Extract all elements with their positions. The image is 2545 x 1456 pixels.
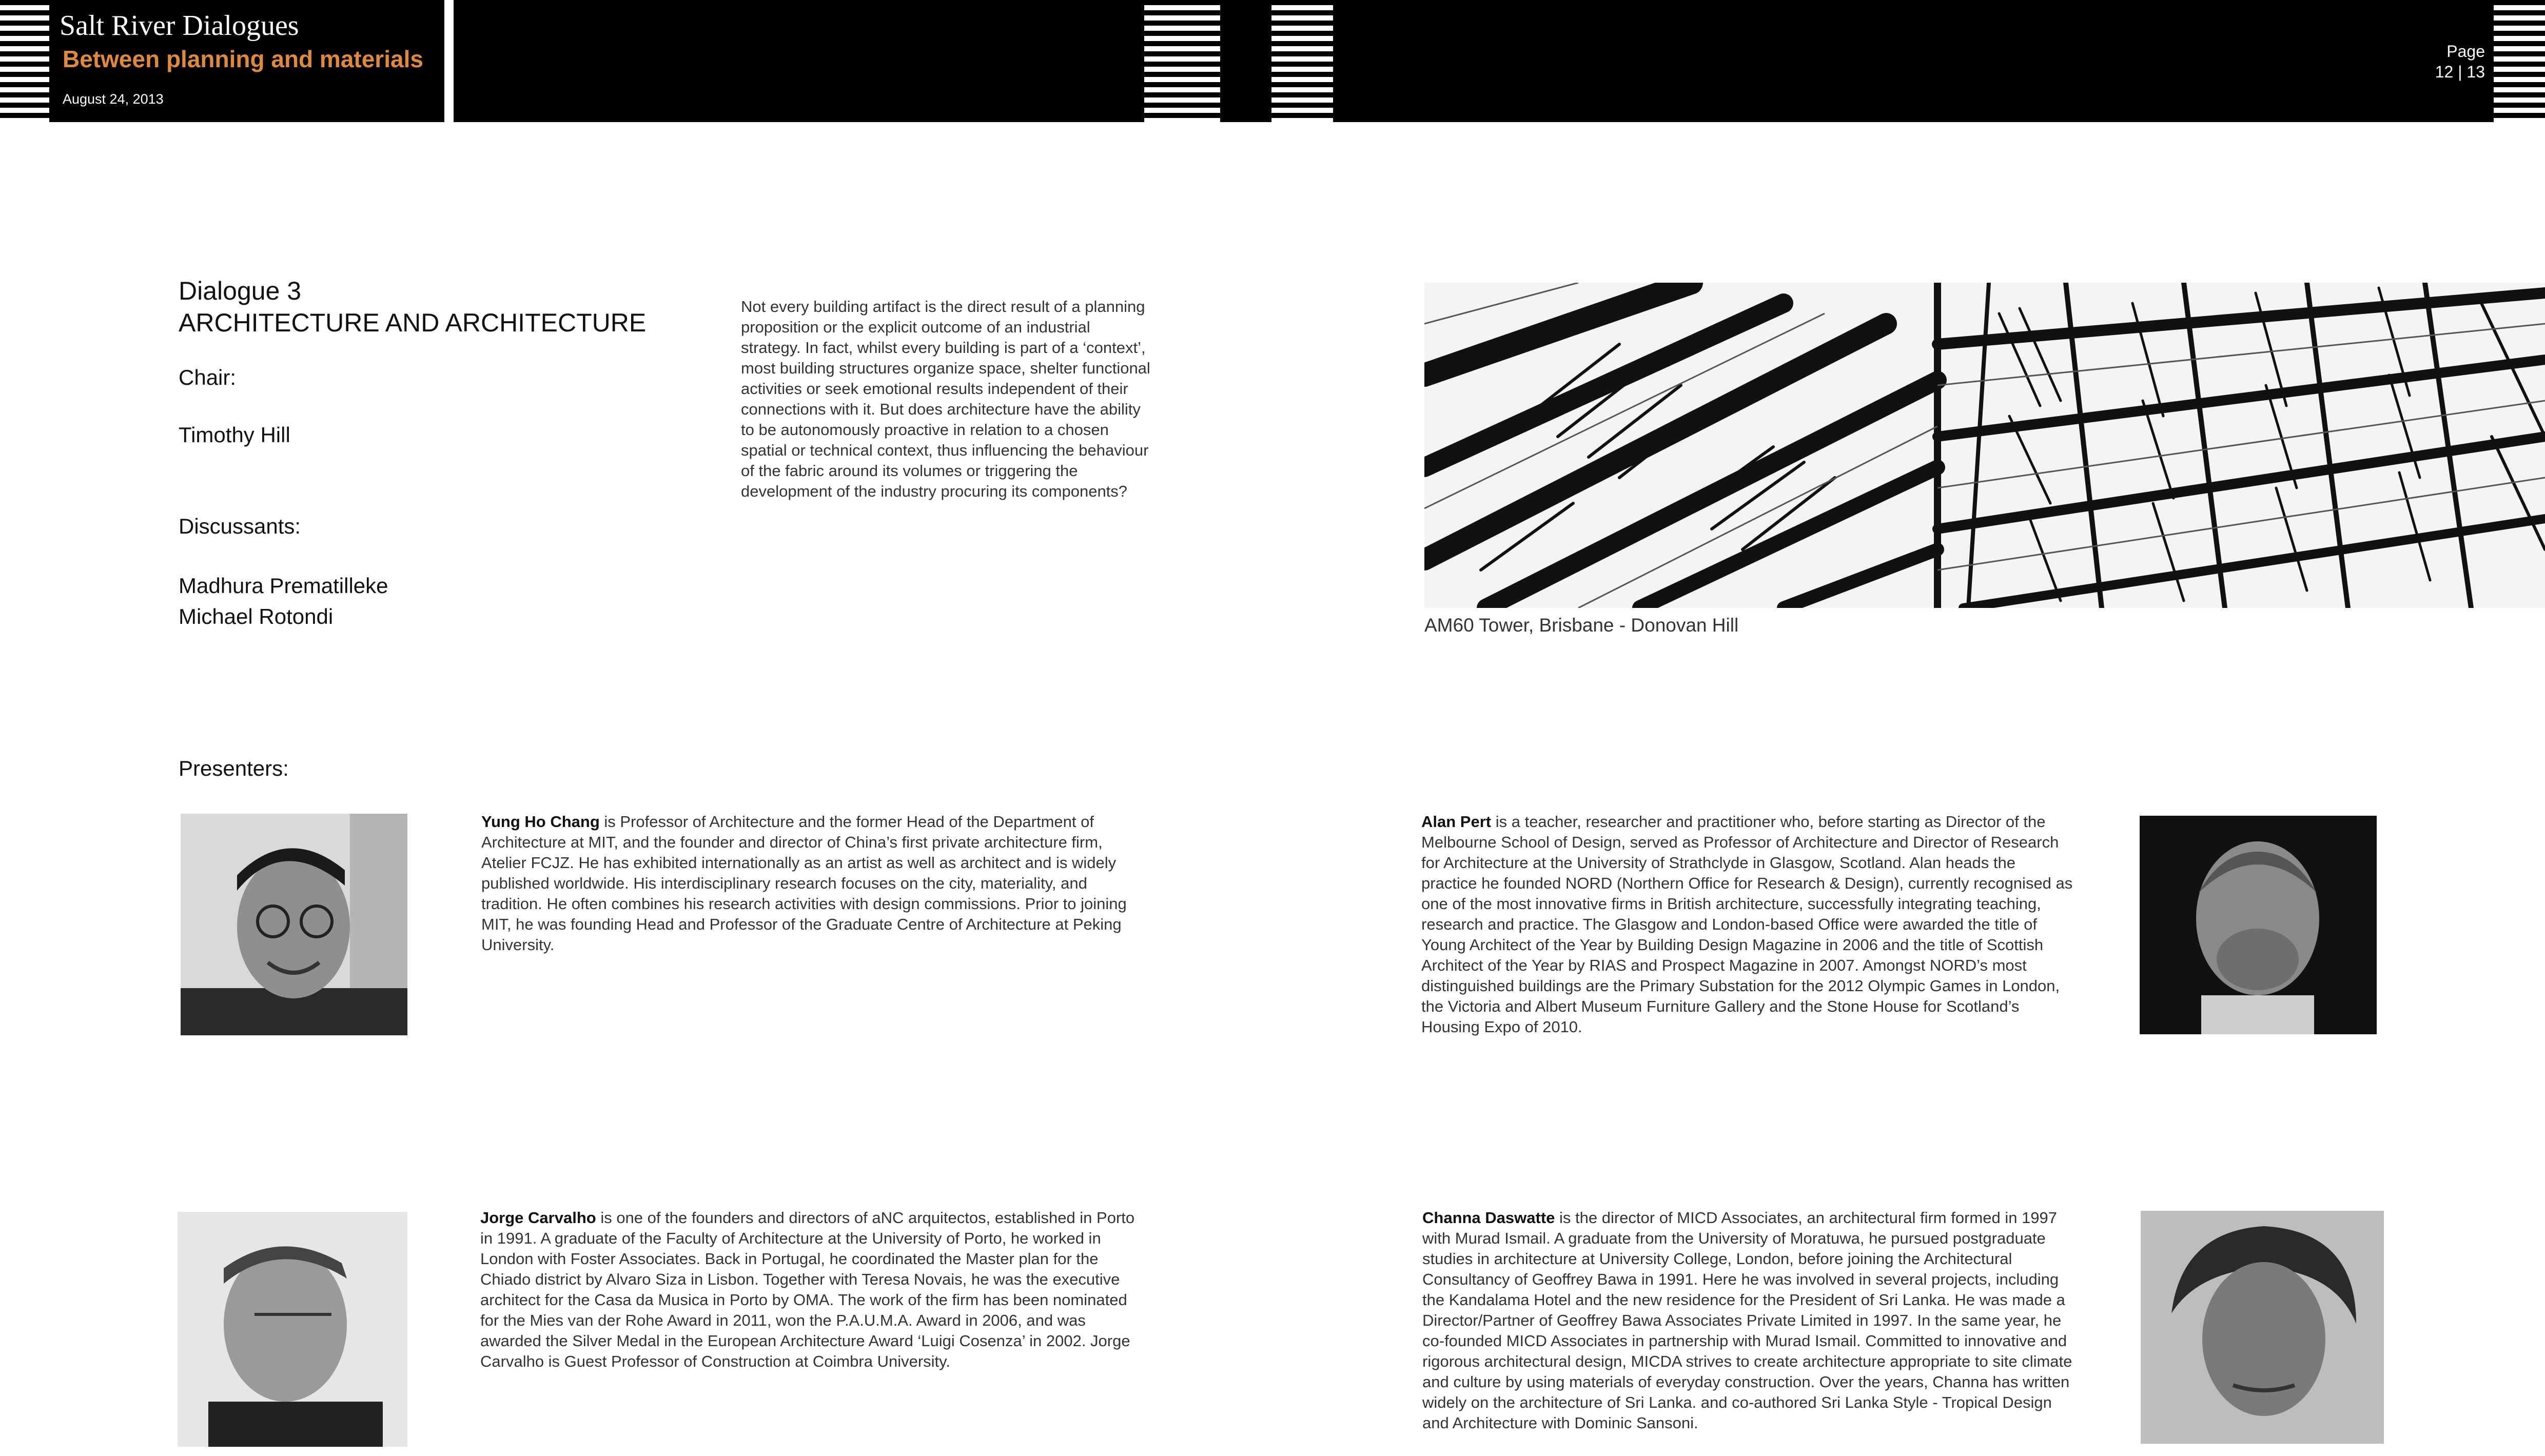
presenter-bio-text: is Professor of Architecture and the former Head of the Department of Architecture at MIT, and the founder and director of China’s first private architecture firm, Atelier FCJZ. He has exhibited internationally as an artist as well as architect and is widely published worldwide. His interdisciplinary research focuses on the city, materiality, and tradition. He often combines his research activities with design commissions. Prior to joining MIT, he was founding Head and Professor of the Graduate Centre of Architecture at Peking University. xyxy=(481,813,1127,954)
presenter-name: Yung Ho Chang xyxy=(481,813,600,831)
presenters-label: Presenters: xyxy=(179,756,289,780)
header-black-band xyxy=(1333,0,2494,122)
dialogue-intro-text: Not every building artifact is the direct result of a planning proposition or the explicit outcome of an industrial strategy. In fact, whilst every building is part of a ‘context’, most building structures organize space, shelter functional activities or seek emotional results independent of their connections with it. But does architecture have the ability to be autonomously proactive in relation to a chosen spatial or technical context, thus influencing the behaviour of the fabric around its volumes or triggering the development of the industry procuring its components? xyxy=(741,298,1150,500)
presenter-bio xyxy=(1422,1208,2073,1433)
presenter-name: Jorge Carvalho xyxy=(480,1209,596,1227)
presenter-photo xyxy=(181,814,407,1035)
header-stripes-left xyxy=(0,0,49,122)
dialogue-heading xyxy=(179,275,646,339)
header-black-band xyxy=(454,0,1144,122)
presenter-bio xyxy=(481,812,1148,955)
dialogue-title: ARCHITECTURE AND ARCHITECTURE xyxy=(179,308,647,337)
discussant-name: Madhura Prematilleke xyxy=(179,574,388,598)
header-stripes-mid xyxy=(1144,0,1220,122)
publication-date: August 24, 2013 xyxy=(63,91,164,107)
page-number: 12 | 13 xyxy=(2435,63,2485,81)
hero-sketch-image xyxy=(1424,283,2545,608)
discussant-name: Michael Rotondi xyxy=(179,604,334,628)
presenter-bio xyxy=(1421,812,2073,1037)
header-stripes-mid xyxy=(1271,0,1333,122)
presenter-photo xyxy=(2140,816,2377,1034)
chair-label: Chair: xyxy=(179,365,237,389)
presenter-bio-text: is a teacher, researcher and practitioner who, before starting as Director of the Melbourne School of Design, served as Professor of Architecture and Director of Research for Architecture at the University of Strathclyde in Glasgow, Scotland. Alan heads the practice he founded NORD (Northern Office for Research & Design), currently recognised as one of the most innovative firms in British architecture, successfully integrating teaching, research and practice. The Glasgow and London-based Office were awarded the title of Young Architect of the Year by Building Design Magazine in 2006 and the title of Scottish Architect of the Year by RIAS and Prospect Magazine in 2007. Amongst NORD’s most distinguished buildings are the Primary Substation for the 2012 Olympic Games in London, the Victoria and Albert Museum Furniture Gallery and the Stone House for Scotland’s Housing Expo of 2010. xyxy=(1421,813,2073,1036)
hero-caption: AM60 Tower, Brisbane - Donovan Hill xyxy=(1424,615,1739,636)
discussants-label: Discussants: xyxy=(179,514,301,538)
presenter-name: Alan Pert xyxy=(1421,813,1492,831)
presenter-photo xyxy=(2141,1211,2384,1444)
publication-subtitle: Between planning and materials xyxy=(63,46,423,72)
header-black-band xyxy=(1220,0,1271,122)
header-stripes-right xyxy=(2494,0,2545,122)
page-indicator xyxy=(2435,41,2485,82)
presenter-bio-text: is the director of MICD Associates, an architectural firm formed in 1997 with Murad Ismail. A graduate from the University of Moratuwa, he pursued postgraduate studies in architecture at University College, London, before joining the Architectural Consultancy of Geoffrey Bawa in 1991. Here he was involved in several projects, including the Kandalama Hotel and the new residence for the President of Sri Lanka. He was made a Director/Partner of Geoffrey Bawa Associates Private Limited in 1997. In the same year, he co-founded MICD Associates in partnership with Murad Ismail. Committed to innovative and rigorous architectural design, MICDA strives to create architecture appropriate to site climate and culture by using materials of everyday construction. Over the years, Channa has written widely on the architecture of Sri Lanka. and co-authored Sri Lanka Style - Tropical Design and Architecture with Dominic Sansoni. xyxy=(1422,1209,2072,1432)
presenter-bio xyxy=(480,1208,1147,1372)
presenter-bio-text: is one of the founders and directors of aNC arquitectos, established in Porto in 1991. A graduate of the Faculty of Architecture at the University of Porto, he worked in London with Foster Associates. Back in Portugal, he coordinated the Master plan for the Chiado district by Alvaro Siza in Lisbon. Together with Teresa Novais, he was the executive architect for the Casa da Musica in Porto by OMA. The work of the firm has been nominated for the Mies van der Rohe Award in 2011, won the P.A.U.M.A. Award in 2006, and was awarded the Silver Medal in the European Architecture Award ‘Luigi Cosenza’ in 2002. Jorge Carvalho is Guest Professor of Construction at Coimbra University. xyxy=(480,1209,1135,1370)
presenter-photo xyxy=(178,1212,407,1447)
chair-name: Timothy Hill xyxy=(179,423,290,447)
presenter-name: Channa Daswatte xyxy=(1422,1209,1555,1227)
dialogue-number: Dialogue 3 xyxy=(179,277,302,305)
publication-title: Salt River Dialogues xyxy=(60,10,299,42)
page-label: Page xyxy=(2446,42,2485,61)
